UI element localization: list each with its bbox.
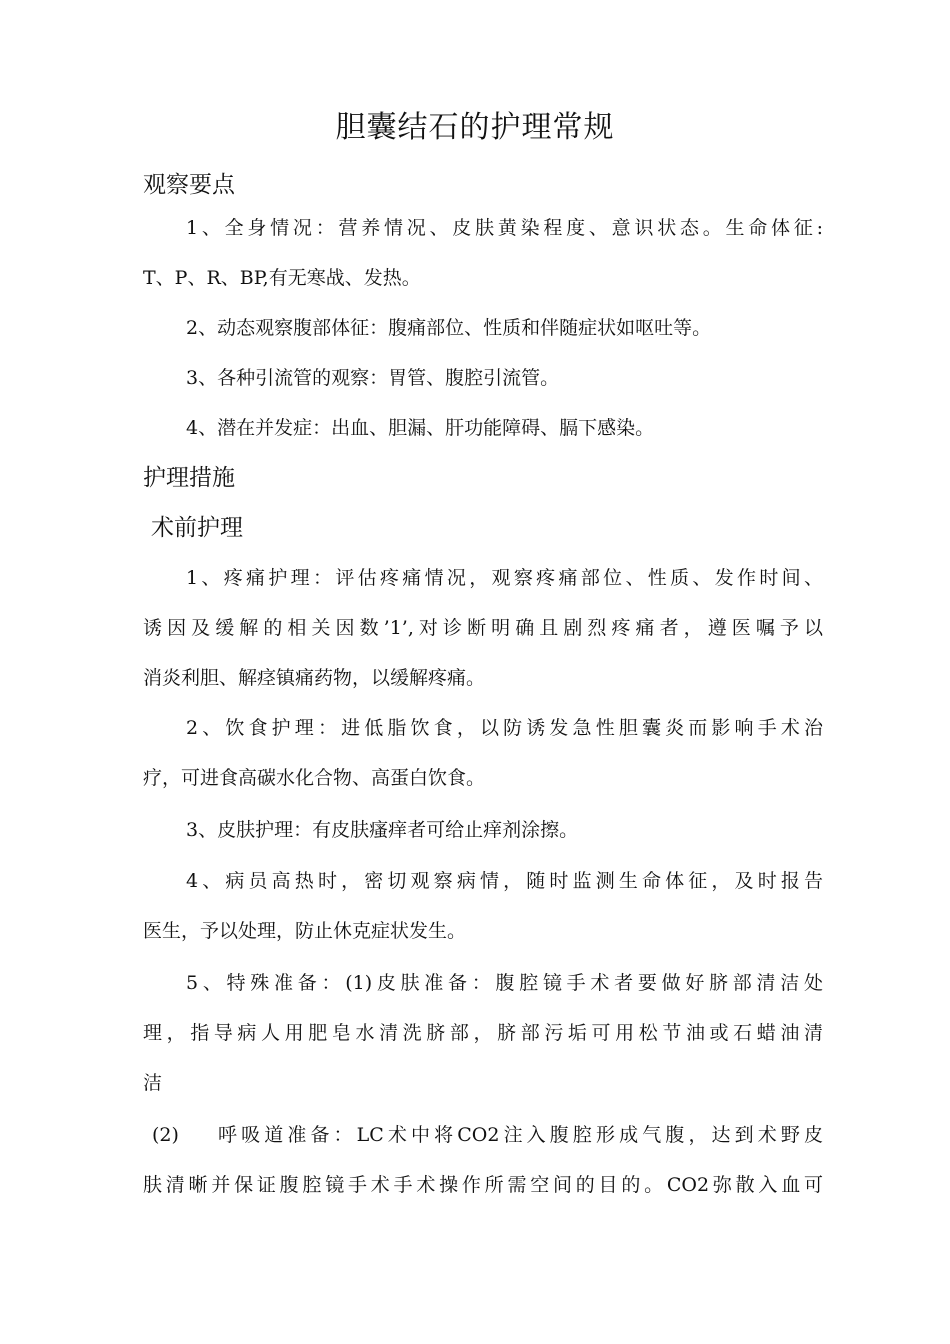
subsection-heading-preoperative: 术前护理	[151, 515, 243, 541]
paragraph-line: 1、全身情况：营养情况、皮肤黄染程度、意识状态。生命体征:	[186, 217, 823, 239]
paragraph-line: 3、各种引流管的观察：胃管、腹腔引流管。	[186, 367, 560, 389]
paragraph-line: 4、病员高热时，密切观察病情，随时监测生命体征，及时报告	[186, 870, 823, 892]
paragraph-line: 2、动态观察腹部体征：腹痛部位、性质和伴随症状如呕吐等。	[186, 317, 712, 339]
paragraph-line: 1、疼痛护理：评估疼痛情况，观察疼痛部位、性质、发作时间、	[186, 567, 823, 589]
paragraph-line: 5、特殊准备：(1)皮肤准备：腹腔镜手术者要做好脐部清洁处	[186, 972, 823, 994]
document-title: 胆囊结石的护理常规	[335, 110, 615, 145]
paragraph-line: 消炎利胆、解痉镇痛药物，以缓解疼痛。	[143, 667, 486, 689]
section-heading-observation: 观察要点	[143, 172, 235, 198]
paragraph-line: 理，指导病人用肥皂水清洗脐部，脐部污垢可用松节油或石蜡油清	[143, 1022, 823, 1044]
paragraph-line: 洁	[143, 1072, 163, 1094]
section-heading-nursing-measures: 护理措施	[143, 465, 235, 491]
paragraph-line: 3、皮肤护理：有皮肤瘙痒者可给止痒剂涂擦。	[186, 819, 579, 841]
paragraph-line: 肤清晰并保证腹腔镜手术手术操作所需空间的目的。CO2弥散入血可	[143, 1174, 823, 1196]
paragraph-line: 医生，予以处理，防止休克症状发生。	[143, 920, 467, 942]
paragraph-line: 2、饮食护理：进低脂饮食，以防诱发急性胆囊炎而影响手术治	[186, 717, 823, 739]
paragraph-line: 疗，可进食高碳水化合物、高蛋白饮食。	[143, 767, 486, 789]
list-marker: (2)	[152, 1124, 179, 1146]
paragraph-line: 呼吸道准备：LC术中将CO2注入腹腔形成气腹，达到术野皮	[218, 1124, 823, 1146]
paragraph-line: T、P、R、BP,有无寒战、发热。	[143, 267, 421, 289]
paragraph-line: 诱因及缓解的相关因数’1’,对诊断明确且剧烈疼痛者，遵医嘱予以	[143, 617, 823, 639]
paragraph-line: 4、潜在并发症：出血、胆漏、肝功能障碍、膈下感染。	[186, 417, 655, 439]
